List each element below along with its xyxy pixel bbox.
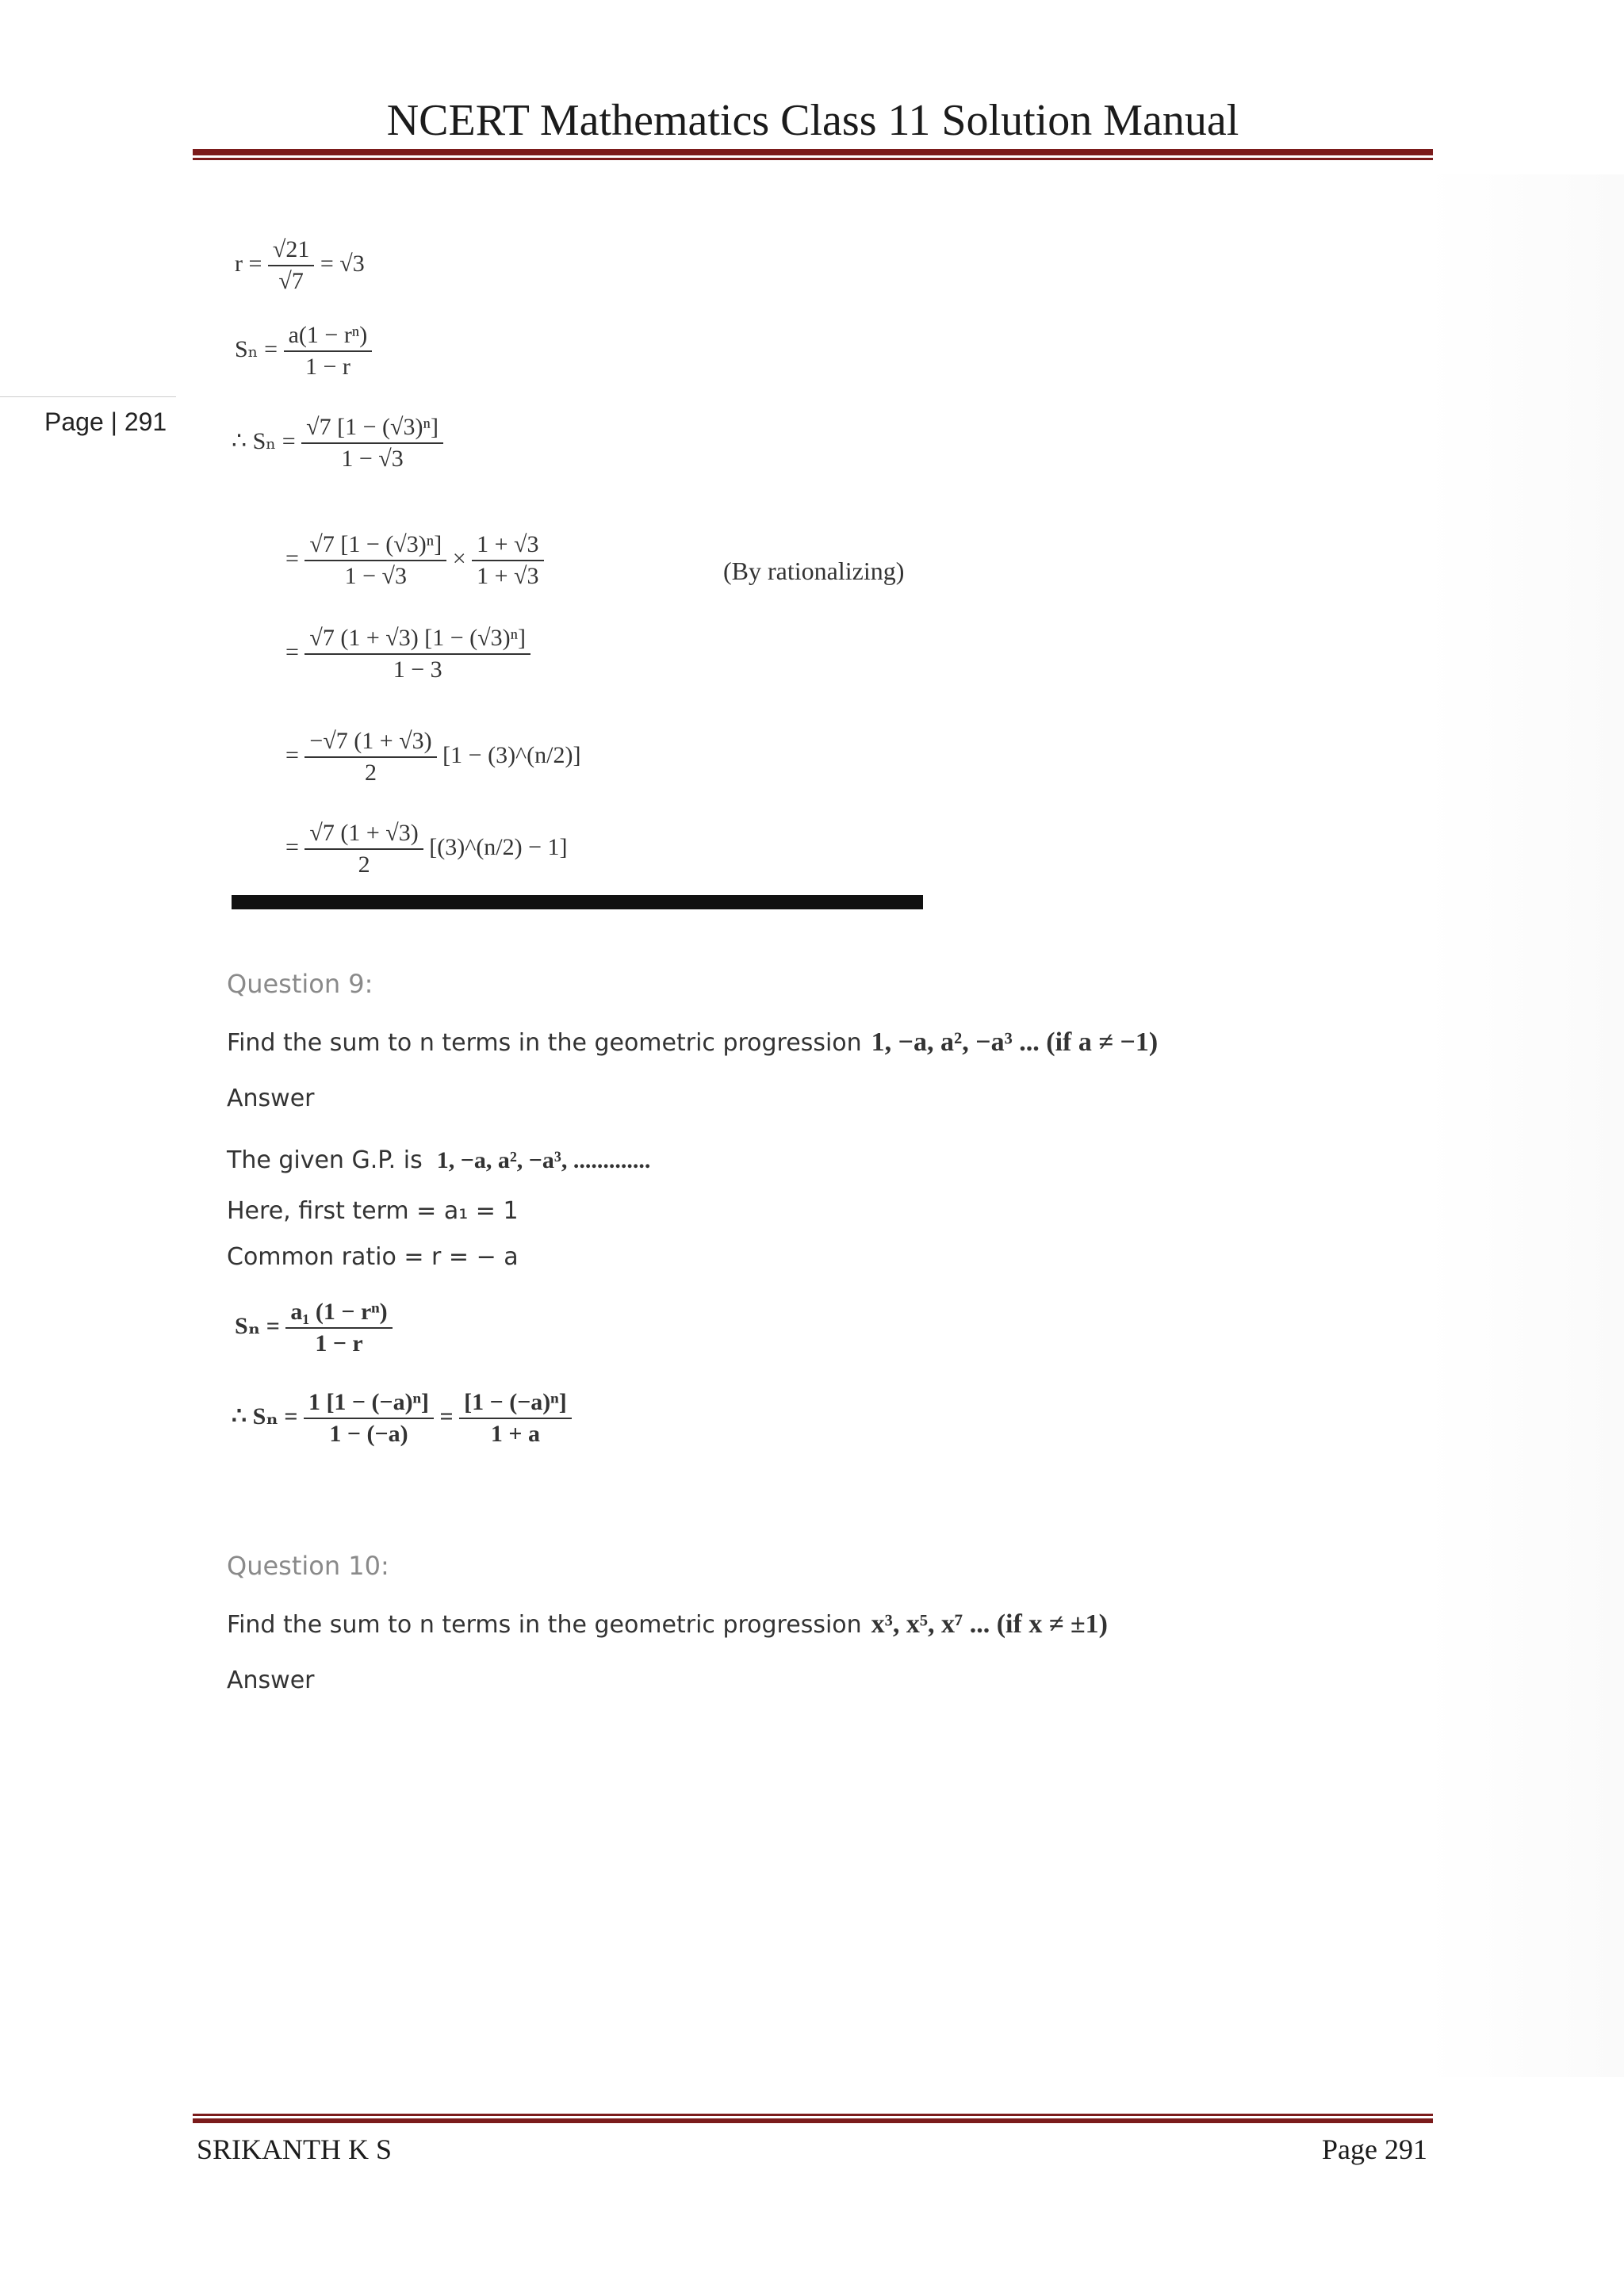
question-10-progression: x³, x⁵, x⁷ ... (if x ≠ ±1) (871, 1609, 1108, 1639)
step5-tail: [(3)^(n/2) − 1] (429, 833, 568, 860)
sn-formula (235, 320, 372, 382)
page-edge-shade (1426, 174, 1624, 2077)
step3-lhs: = (285, 638, 299, 665)
section-divider-bar (232, 895, 923, 909)
r-fraction (268, 235, 314, 297)
side-page-label: Page | 291 (44, 408, 167, 436)
step2-denominator: 1 − √3 (344, 563, 407, 589)
step4-lhs: = (285, 741, 299, 768)
question-10-answer-label: Answer (227, 1667, 315, 1694)
question-10-prompt-line (227, 1609, 1108, 1640)
question-10-prompt: Find the sum to n terms in the geometric progression (227, 1611, 862, 1639)
derivation-step-1 (232, 412, 443, 474)
q9-result-equals: = (439, 1402, 454, 1429)
q9-sn-formula (235, 1297, 393, 1359)
step2-rationalizer-denominator: 1 + √3 (477, 563, 539, 589)
step5-numerator: √7 (1 + √3) (304, 818, 423, 850)
question-9-progression: 1, −a, a², −a³ ... (if a ≠ −1) (871, 1027, 1159, 1057)
q9-sn-numerator: a₁ (1 − rⁿ) (285, 1297, 392, 1329)
step3-denominator: 1 − 3 (393, 656, 442, 683)
step4-denominator: 2 (365, 760, 377, 786)
step4-fraction (304, 726, 436, 788)
derivation-step-2 (285, 530, 544, 591)
r-lhs: r = (235, 250, 262, 277)
q9-result-numerator: 1 [1 − (−a)ⁿ] (304, 1387, 434, 1419)
q9-sn-lhs: Sₙ = (235, 1312, 280, 1339)
q9-sn-denominator: 1 − r (315, 1330, 363, 1357)
step1-numerator: √7 [1 − (√3)ⁿ] (301, 412, 443, 444)
q9-result-simplified-denominator: 1 + a (490, 1421, 540, 1447)
header-rule-thick (193, 149, 1433, 155)
sn-lhs: Sₙ = (235, 335, 278, 362)
side-divider (0, 396, 176, 397)
question-9-label: Question 9: (227, 969, 373, 999)
step2-rationalizer (472, 530, 543, 591)
q9-result-simplified (459, 1387, 572, 1449)
step4-tail: [1 − (3)^(n/2)] (442, 741, 581, 768)
step3-numerator: √7 (1 + √3) [1 − (√3)ⁿ] (304, 623, 530, 655)
question-10-label: Question 10: (227, 1551, 389, 1581)
question-9-answer-label: Answer (227, 1085, 315, 1112)
r-numerator: √21 (268, 235, 314, 266)
r-equation (235, 235, 365, 297)
given-gp-line (227, 1146, 650, 1174)
footer-page-number: Page 291 (1322, 2133, 1427, 2165)
step2-times: × (452, 545, 466, 572)
step1-denominator: 1 − √3 (341, 446, 404, 472)
q9-result-simplified-numerator: [1 − (−a)ⁿ] (459, 1387, 572, 1419)
derivation-step-3 (285, 623, 530, 685)
footer-rule-thin (193, 2114, 1433, 2116)
given-gp-series: 1, −a, a², −a³, ............. (436, 1147, 651, 1173)
q9-sn-fraction (285, 1297, 392, 1359)
r-rhs: = √3 (320, 250, 365, 277)
step2-lhs: = (285, 545, 299, 572)
sn-denominator: 1 − r (304, 354, 350, 380)
footer-author: SRIKANTH K S (197, 2133, 393, 2165)
step2-fraction (304, 530, 446, 591)
r-denominator: √7 (278, 268, 304, 294)
footer-rule-thick (193, 2118, 1433, 2123)
q9-result-denominator: 1 − (−a) (329, 1421, 408, 1447)
q9-result-fraction (304, 1387, 434, 1449)
first-term-line: Here, first term = a₁ = 1 (227, 1197, 519, 1225)
common-ratio-line: Common ratio = r = − a (227, 1243, 519, 1271)
step1-lhs: ∴ Sₙ = (232, 427, 296, 454)
page-title: NCERT Mathematics Class 11 Solution Manual (386, 96, 1239, 145)
question-9-prompt-line (227, 1027, 1158, 1058)
step5-denominator: 2 (358, 851, 370, 878)
header-rule-thin (193, 158, 1433, 160)
q9-result (232, 1387, 572, 1449)
step5-fraction (304, 818, 423, 880)
step2-numerator: √7 [1 − (√3)ⁿ] (304, 530, 446, 561)
step1-fraction (301, 412, 443, 474)
question-9-prompt: Find the sum to n terms in the geometric progression (227, 1029, 862, 1057)
derivation-step-5 (285, 818, 568, 891)
sn-fraction (284, 320, 373, 382)
step3-fraction (304, 623, 530, 685)
step5-lhs: = (285, 833, 299, 860)
derivation-step-4 (285, 726, 580, 788)
step4-numerator: −√7 (1 + √3) (304, 726, 436, 758)
rationalizing-note: (By rationalizing) (723, 557, 905, 585)
step2-rationalizer-numerator: 1 + √3 (472, 530, 543, 561)
q9-result-lhs: ∴ Sₙ = (232, 1402, 298, 1429)
sn-numerator: a(1 − rⁿ) (284, 320, 373, 352)
given-gp-prefix: The given G.P. is (227, 1146, 423, 1174)
